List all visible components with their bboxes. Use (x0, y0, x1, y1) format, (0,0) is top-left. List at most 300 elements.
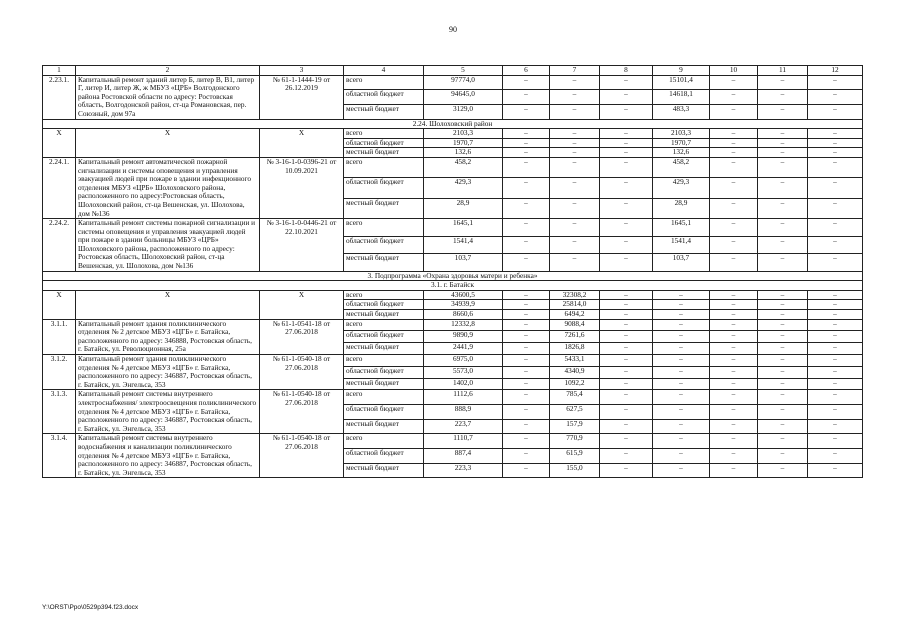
value-cell: – (503, 343, 550, 355)
funding-source: областной бюджет (344, 405, 424, 420)
value-cell: – (808, 463, 863, 478)
value-cell: – (600, 434, 653, 449)
funding-source: всего (344, 319, 424, 331)
value-cell: 1645,1 (424, 219, 503, 237)
funding-source: областной бюджет (344, 449, 424, 464)
value-cell: – (600, 148, 653, 158)
value-cell: – (710, 138, 758, 148)
value-cell: – (600, 198, 653, 218)
value-cell: – (758, 90, 808, 105)
value-cell: – (653, 319, 710, 331)
value-cell: – (550, 254, 600, 272)
value-cell: – (503, 148, 550, 158)
value-cell: 429,3 (653, 178, 710, 198)
value-cell: – (503, 290, 550, 300)
value-cell: – (808, 138, 863, 148)
value-cell: – (710, 219, 758, 237)
funding-source: местный бюджет (344, 463, 424, 478)
value-cell: – (550, 90, 600, 105)
expertise-doc: Х (260, 129, 344, 158)
section-title: 3. Подпрограмма «Охрана здоровья матери и ребенка» (43, 271, 863, 281)
value-cell: – (503, 331, 550, 343)
value-cell: 1092,2 (550, 378, 600, 390)
value-cell: 1541,4 (424, 236, 503, 254)
value-cell: – (550, 157, 600, 177)
value-cell: – (710, 300, 758, 310)
value-cell: – (808, 300, 863, 310)
page-number: 90 (449, 25, 457, 34)
value-cell: – (808, 319, 863, 331)
value-cell: 1541,4 (653, 236, 710, 254)
value-cell: – (503, 449, 550, 464)
value-cell: 6494,2 (550, 310, 600, 320)
funding-source: местный бюджет (344, 198, 424, 218)
value-cell: – (710, 254, 758, 272)
value-cell: 34939,9 (424, 300, 503, 310)
table-row (43, 390, 863, 405)
value-cell: – (503, 378, 550, 390)
value-cell: – (710, 390, 758, 405)
value-cell: – (808, 75, 863, 90)
value-cell: – (758, 310, 808, 320)
value-cell: 155,0 (550, 463, 600, 478)
value-cell: – (758, 236, 808, 254)
value-cell: – (600, 319, 653, 331)
funding-source: всего (344, 219, 424, 237)
value-cell: – (653, 300, 710, 310)
value-cell: – (758, 319, 808, 331)
value-cell: – (503, 366, 550, 378)
value-cell: – (758, 198, 808, 218)
value-cell: – (758, 300, 808, 310)
value-cell: – (653, 405, 710, 420)
value-cell: – (653, 378, 710, 390)
value-cell: – (758, 449, 808, 464)
column-number-cell: 12 (808, 66, 863, 76)
value-cell: – (600, 419, 653, 434)
object-name: Х (76, 129, 260, 158)
value-cell: – (808, 390, 863, 405)
value-cell: 1112,6 (424, 390, 503, 405)
value-cell: – (550, 219, 600, 237)
value-cell: – (503, 254, 550, 272)
table-row (43, 157, 863, 177)
value-cell: – (600, 366, 653, 378)
column-number-cell: 11 (758, 66, 808, 76)
value-cell: – (600, 290, 653, 300)
funding-source: всего (344, 75, 424, 90)
funding-source: местный бюджет (344, 343, 424, 355)
value-cell: – (653, 290, 710, 300)
value-cell: – (808, 331, 863, 343)
value-cell: 1826,8 (550, 343, 600, 355)
value-cell: – (653, 434, 710, 449)
value-cell: – (808, 419, 863, 434)
value-cell: – (808, 434, 863, 449)
value-cell: – (758, 75, 808, 90)
value-cell: 3129,0 (424, 104, 503, 119)
object-name: Капитальный ремонт системы внутреннего электроснабжения/ электроосвещения поликлинического отделения № 4 детское МБУЗ «ЦГБ» г. Батайска, расположенного по адресу: 346887, Ростовская область, г. Батайск, ул. Энгельса, 353 (76, 390, 260, 434)
value-cell: – (710, 236, 758, 254)
expertise-doc: Х (260, 290, 344, 319)
value-cell: – (600, 405, 653, 420)
value-cell: – (710, 405, 758, 420)
value-cell: 25814,0 (550, 300, 600, 310)
value-cell: – (600, 90, 653, 105)
value-cell: – (808, 449, 863, 464)
row-number: 3.1.2. (43, 355, 76, 390)
value-cell: – (758, 219, 808, 237)
value-cell: – (503, 419, 550, 434)
funding-source: областной бюджет (344, 300, 424, 310)
value-cell: – (600, 236, 653, 254)
value-cell: 157,9 (550, 419, 600, 434)
section-title: 2.24. Шолоховский район (43, 119, 863, 129)
value-cell: 28,9 (424, 198, 503, 218)
value-cell: – (758, 434, 808, 449)
value-cell: 97774,0 (424, 75, 503, 90)
row-number: 3.1.1. (43, 319, 76, 354)
value-cell: – (808, 104, 863, 119)
value-cell: – (710, 90, 758, 105)
value-cell: – (503, 236, 550, 254)
value-cell: 1970,7 (653, 138, 710, 148)
funding-source: областной бюджет (344, 236, 424, 254)
value-cell: – (710, 129, 758, 139)
column-number-cell: 10 (710, 66, 758, 76)
row-number: 2.23.1. (43, 75, 76, 119)
value-cell: 4340,9 (550, 366, 600, 378)
column-number-cell: 6 (503, 66, 550, 76)
value-cell: – (600, 129, 653, 139)
object-name: Капитальный ремонт здания поликлинического отделения № 4 детское МБУЗ «ЦГБ» г. Батайска, расположенного по адресу: 346887, Ростовская область, г. Батайск, ул. Энгельса, 353 (76, 355, 260, 390)
expertise-doc: № 61-1-1444-19 от 26.12.2019 (260, 75, 344, 119)
value-cell: – (600, 355, 653, 367)
value-cell: – (808, 236, 863, 254)
value-cell: 103,7 (653, 254, 710, 272)
value-cell: – (808, 378, 863, 390)
column-number-cell: 5 (424, 66, 503, 76)
value-cell: – (503, 104, 550, 119)
value-cell: – (710, 290, 758, 300)
object-name: Капитальный ремонт автоматической пожарной сигнализации и системы оповещения и управления эвакуацией людей при пожаре в здании инфекционного отделения МБУЗ «ЦРБ» Шолоховского района, расположенного по адресу:Ростовская область, Шолоховский район, ст-ца Вешенская, ул. Шолохова, дом №136 (76, 157, 260, 218)
row-number: 3.1.3. (43, 390, 76, 434)
value-cell: – (808, 129, 863, 139)
value-cell: 15101,4 (653, 75, 710, 90)
value-cell: 2103,3 (653, 129, 710, 139)
value-cell: – (808, 343, 863, 355)
object-name: Капитальный ремонт системы внутреннего водоснабжения и канализации поликлинического отделения № 4 детское МБУЗ «ЦГБ» г. Батайска, расположенного по адресу: 346887, Ростовская область, г. Батайск, ул. Энгельса, 353 (76, 434, 260, 478)
value-cell: – (503, 90, 550, 105)
value-cell: – (653, 331, 710, 343)
value-cell: – (653, 343, 710, 355)
value-cell: – (758, 355, 808, 367)
value-cell: – (600, 178, 653, 198)
value-cell: – (710, 449, 758, 464)
funding-source: местный бюджет (344, 419, 424, 434)
value-cell: – (503, 157, 550, 177)
funding-source: областной бюджет (344, 90, 424, 105)
value-cell: – (503, 198, 550, 218)
table-row (43, 434, 863, 449)
funding-source: областной бюджет (344, 331, 424, 343)
value-cell: – (758, 405, 808, 420)
row-number: Х (43, 129, 76, 158)
funding-source: всего (344, 390, 424, 405)
value-cell: – (600, 343, 653, 355)
value-cell: 103,7 (424, 254, 503, 272)
value-cell: – (503, 75, 550, 90)
value-cell: – (550, 138, 600, 148)
value-cell: 9088,4 (550, 319, 600, 331)
value-cell: – (653, 355, 710, 367)
value-cell: – (710, 148, 758, 158)
value-cell: – (503, 463, 550, 478)
value-cell: – (758, 390, 808, 405)
value-cell: 483,3 (653, 104, 710, 119)
value-cell: – (758, 138, 808, 148)
value-cell: 132,6 (424, 148, 503, 158)
value-cell: – (758, 366, 808, 378)
value-cell: – (710, 75, 758, 90)
value-cell: – (808, 178, 863, 198)
funding-source: всего (344, 129, 424, 139)
expertise-doc: № 61-1-0540-18 от 27.06.2018 (260, 390, 344, 434)
section-row (43, 271, 863, 281)
value-cell: – (758, 343, 808, 355)
value-cell: – (653, 449, 710, 464)
value-cell: – (503, 355, 550, 367)
value-cell: 5573,0 (424, 366, 503, 378)
value-cell: – (758, 331, 808, 343)
object-name: Х (76, 290, 260, 319)
value-cell: – (710, 419, 758, 434)
funding-source: областной бюджет (344, 178, 424, 198)
expertise-doc: № 61-1-0540-18 от 27.06.2018 (260, 434, 344, 478)
value-cell: – (550, 198, 600, 218)
value-cell: – (758, 104, 808, 119)
value-cell: – (710, 310, 758, 320)
value-cell: – (600, 300, 653, 310)
column-number-cell: 4 (344, 66, 424, 76)
value-cell: 223,7 (424, 419, 503, 434)
value-cell: – (808, 366, 863, 378)
value-cell: – (503, 390, 550, 405)
value-cell: 785,4 (550, 390, 600, 405)
value-cell: 94645,0 (424, 90, 503, 105)
expertise-doc: № 3-16-1-0-0396-21 от 10.09.2021 (260, 157, 344, 218)
object-name: Капитальный ремонт системы пожарной сигнализации и системы оповещения и управления эвакуацией людей при пожаре в здании больницы МБУЗ «ЦРБ» Шолоховского района, расположенного по адресу: Ростовская область, Шолоховский район, ст-ца Вешенская, ул. Шолохова, дом №136 (76, 219, 260, 272)
value-cell: 1110,7 (424, 434, 503, 449)
value-cell: – (653, 390, 710, 405)
value-cell: – (600, 449, 653, 464)
row-number: 2.24.2. (43, 219, 76, 272)
value-cell: 888,9 (424, 405, 503, 420)
value-cell: – (710, 463, 758, 478)
value-cell: – (758, 419, 808, 434)
value-cell: – (808, 254, 863, 272)
value-cell: – (758, 178, 808, 198)
column-number-cell: 2 (76, 66, 260, 76)
value-cell: – (600, 378, 653, 390)
value-cell: – (653, 463, 710, 478)
value-cell: 6975,0 (424, 355, 503, 367)
value-cell: – (550, 129, 600, 139)
value-cell: 9890,9 (424, 331, 503, 343)
value-cell: 2441,9 (424, 343, 503, 355)
value-cell: 28,9 (653, 198, 710, 218)
funding-source: всего (344, 434, 424, 449)
value-cell: – (758, 378, 808, 390)
funding-source: местный бюджет (344, 104, 424, 119)
value-cell: – (808, 405, 863, 420)
table-row (43, 319, 863, 331)
value-cell: – (710, 343, 758, 355)
value-cell: – (503, 310, 550, 320)
value-cell: 1402,0 (424, 378, 503, 390)
value-cell: – (758, 254, 808, 272)
value-cell: – (758, 463, 808, 478)
value-cell: – (503, 319, 550, 331)
value-cell: – (758, 290, 808, 300)
section-title: 3.1. г. Батайск (43, 281, 863, 291)
value-cell: – (808, 219, 863, 237)
column-number-cell: 1 (43, 66, 76, 76)
value-cell: – (758, 148, 808, 158)
value-cell: – (503, 178, 550, 198)
funding-source: всего (344, 157, 424, 177)
value-cell: 14618,1 (653, 90, 710, 105)
value-cell: – (710, 198, 758, 218)
value-cell: – (550, 104, 600, 119)
row-number: Х (43, 290, 76, 319)
value-cell: – (550, 75, 600, 90)
section-row (43, 119, 863, 129)
value-cell: – (600, 138, 653, 148)
row-number: 2.24.1. (43, 157, 76, 218)
value-cell: 43600,5 (424, 290, 503, 300)
value-cell: 458,2 (653, 157, 710, 177)
funding-source: местный бюджет (344, 148, 424, 158)
column-number-cell: 8 (600, 66, 653, 76)
value-cell: – (808, 355, 863, 367)
column-number-cell: 9 (653, 66, 710, 76)
object-name: Капитальный ремонт здания поликлинического отделения № 2 детское МБУЗ «ЦГБ» г. Батайска, расположенного по адресу: 346888, Ростовская область, г. Батайск, ул. Революционная, 25а (76, 319, 260, 354)
table-row (43, 355, 863, 367)
value-cell: – (808, 198, 863, 218)
funding-source: областной бюджет (344, 138, 424, 148)
value-cell: – (710, 378, 758, 390)
expertise-doc: № 3-16-1-0-0446-21 от 22.10.2021 (260, 219, 344, 272)
funding-source: местный бюджет (344, 254, 424, 272)
value-cell: – (808, 310, 863, 320)
value-cell: – (653, 419, 710, 434)
funding-source: всего (344, 355, 424, 367)
column-number-cell: 7 (550, 66, 600, 76)
column-number-row (43, 66, 863, 76)
footer-path: Y:\ORST\Ppo\0529p394.f23.docx (42, 604, 139, 611)
value-cell: 458,2 (424, 157, 503, 177)
value-cell: – (600, 331, 653, 343)
section-row (43, 281, 863, 291)
value-cell: – (710, 434, 758, 449)
value-cell: – (758, 129, 808, 139)
value-cell: – (600, 104, 653, 119)
value-cell: – (600, 75, 653, 90)
value-cell: 2103,3 (424, 129, 503, 139)
value-cell: – (653, 310, 710, 320)
value-cell: – (653, 366, 710, 378)
value-cell: – (808, 290, 863, 300)
value-cell: – (503, 219, 550, 237)
value-cell: – (808, 148, 863, 158)
value-cell: – (758, 157, 808, 177)
value-cell: 615,9 (550, 449, 600, 464)
column-number-cell: 3 (260, 66, 344, 76)
value-cell: – (710, 104, 758, 119)
value-cell: 1645,1 (653, 219, 710, 237)
value-cell: 5433,1 (550, 355, 600, 367)
value-cell: 770,9 (550, 434, 600, 449)
table-row (43, 219, 863, 237)
value-cell: 32308,2 (550, 290, 600, 300)
row-number: 3.1.4. (43, 434, 76, 478)
value-cell: – (710, 178, 758, 198)
value-cell: 1970,7 (424, 138, 503, 148)
funding-source: областной бюджет (344, 366, 424, 378)
value-cell: 12332,8 (424, 319, 503, 331)
funding-source: всего (344, 290, 424, 300)
value-cell: – (710, 157, 758, 177)
value-cell: – (710, 331, 758, 343)
value-cell: 887,4 (424, 449, 503, 464)
value-cell: – (503, 300, 550, 310)
value-cell: 223,3 (424, 463, 503, 478)
value-cell: – (503, 138, 550, 148)
value-cell: 8660,6 (424, 310, 503, 320)
expertise-doc: № 61-1-0540-18 от 27.06.2018 (260, 355, 344, 390)
value-cell: – (503, 434, 550, 449)
value-cell: – (808, 157, 863, 177)
value-cell: – (710, 366, 758, 378)
value-cell: 132,6 (653, 148, 710, 158)
value-cell: – (550, 236, 600, 254)
budget-table (42, 65, 863, 478)
value-cell: – (503, 129, 550, 139)
value-cell: – (600, 463, 653, 478)
value-cell: – (550, 178, 600, 198)
value-cell: – (600, 254, 653, 272)
value-cell: 7261,6 (550, 331, 600, 343)
value-cell: – (600, 157, 653, 177)
value-cell: – (600, 219, 653, 237)
value-cell: 627,5 (550, 405, 600, 420)
value-cell: – (710, 355, 758, 367)
value-cell: – (808, 90, 863, 105)
object-name: Капитальный ремонт зданий литер Б, литер В, В1, литер Г, литер И, литер Ж, ж МБУЗ «ЦРБ» Волгодонского района Ростовской области по адресу: Ростовская область, Волгодонской район, ст-ца Романовская, пер. Союзный, дом 97а (76, 75, 260, 119)
value-cell: 429,3 (424, 178, 503, 198)
value-cell: – (503, 405, 550, 420)
table-row (43, 129, 863, 139)
value-cell: – (550, 148, 600, 158)
table-row (43, 290, 863, 300)
funding-source: местный бюджет (344, 310, 424, 320)
expertise-doc: № 61-1-0541-18 от 27.06.2018 (260, 319, 344, 354)
value-cell: – (600, 390, 653, 405)
table-row (43, 75, 863, 90)
value-cell: – (600, 310, 653, 320)
value-cell: – (710, 319, 758, 331)
